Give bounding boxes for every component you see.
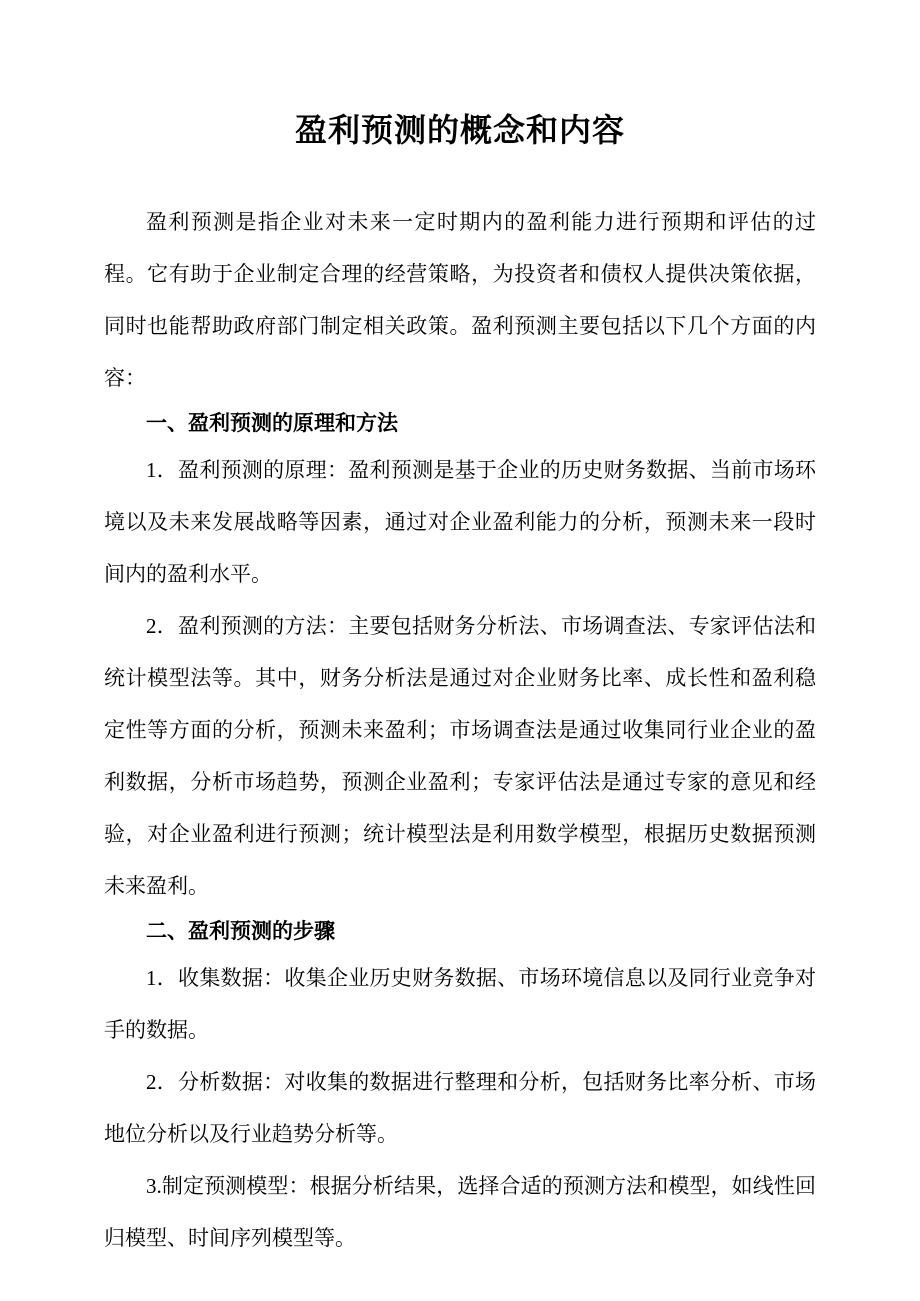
section1-heading: 一、盈利预测的原理和方法	[146, 412, 398, 435]
document-title: 盈利预测的概念和内容	[294, 112, 625, 148]
section2-item1-paragraph: 1．收集数据：收集企业历史财务数据、市场环境信息以及同行业竞争对手的数据。	[104, 966, 816, 1042]
section2-item2-paragraph: 2．分析数据：对收集的数据进行整理和分析，包括财务比率分析、市场地位分析以及行业趋势分析等。	[104, 1070, 816, 1146]
section1-item1-paragraph: 1．盈利预测的原理：盈利预测是基于企业的历史财务数据、当前市场环境以及未来发展战略等因素，通过对企业盈利能力的分析，预测未来一段时间内的盈利水平。	[104, 458, 816, 586]
section2-heading: 二、盈利预测的步骤	[146, 920, 335, 943]
section1-item2-paragraph: 2．盈利预测的方法：主要包括财务分析法、市场调查法、专家评估法和统计模型法等。其中，财务分析法是通过对企业财务比率、成长性和盈利稳定性等方面的分析，预测未来盈利；市场调查法是通过收集同行业企业的盈利数据，分析市场趋势，预测企业盈利；专家评估法是通过专家的意见和经验，对企业盈利进行预测；统计模型法是利用数学模型，根据历史数据预测未来盈利。	[104, 614, 816, 898]
intro-paragraph: 盈利预测是指企业对未来一定时期内的盈利能力进行预期和评估的过程。它有助于企业制定合理的经营策略，为投资者和债权人提供决策依据，同时也能帮助政府部门制定相关政策。盈利预测主要包括以下几个方面的内容：	[104, 210, 816, 390]
section2-item3-paragraph: 3.制定预测模型：根据分析结果，选择合适的预测方法和模型，如线性回归模型、时间序列模型等。	[104, 1174, 816, 1250]
